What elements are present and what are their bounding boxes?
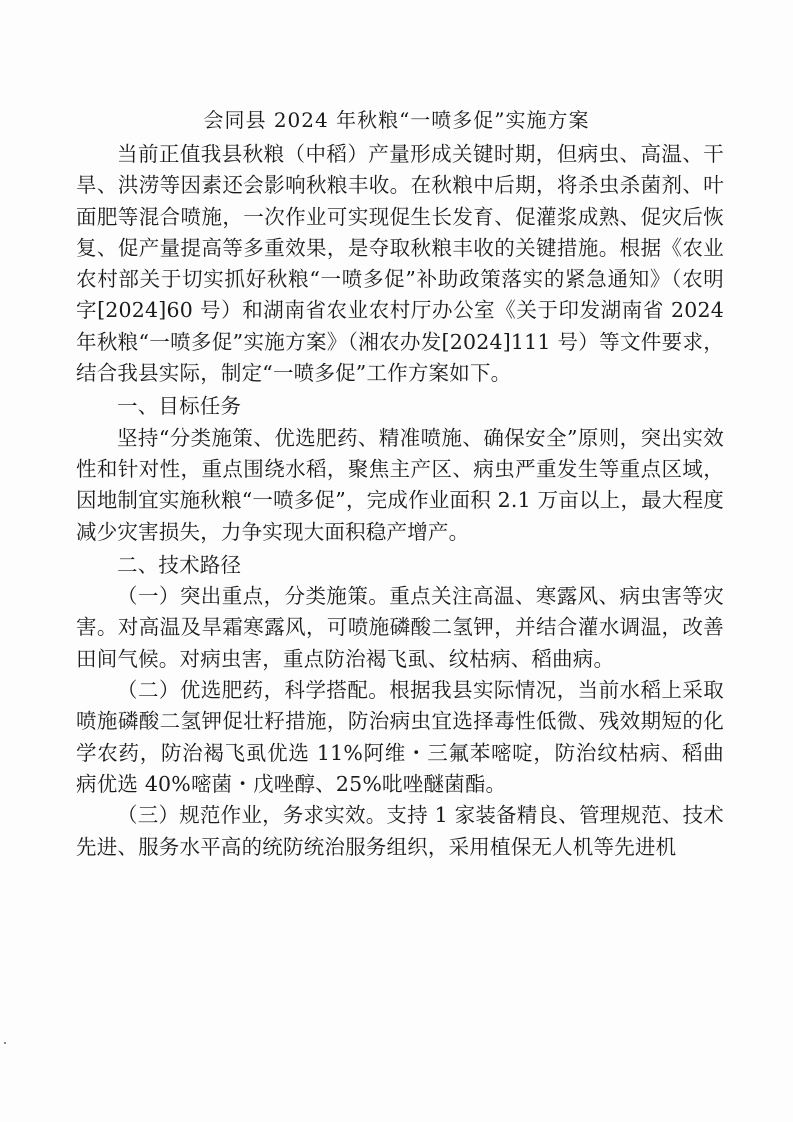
document-body [76, 139, 724, 863]
section-heading-tech: 二、技术路径 [117, 552, 242, 577]
tech-item-2: （二）优选肥药，科学搭配。根据我县实际情况，当前水稻上采取喷施磷酸二氢钾促壮籽措施，防治病虫宜选择毒性低微、残效期短的化学农药，防治褐飞虱优选 11%阿维・三氟苯嘧啶，防治纹枯病、稻曲病优选 40%嘧菌・戊唑醇、25%吡唑醚菌酯。 [76, 678, 724, 796]
goals-paragraph: 坚持“分类施策、优选肥药、精准喷施、确保安全”原则，突出实效性和针对性，重点围绕水稻，聚焦主产区、病虫严重发生等重点区域，因地制宜实施秋粮“一喷多促”，完成作业面积 2.1 万亩以上，最大程度减少灾害损失，力争实现大面积稳产增产。 [76, 425, 724, 544]
document-title: 会同县 2024 年秋粮“一喷多促”实施方案 [203, 108, 590, 132]
scan-mark [4, 1042, 6, 1044]
section-heading-goals: 一、目标任务 [117, 394, 242, 419]
intro-paragraph: 当前正值我县秋粮（中稻）产量形成关键时期，但病虫、高温、干旱、洪涝等因素还会影响秋粮丰收。在秋粮中后期，将杀虫杀菌剂、叶面肥等混合喷施，一次作业可实现促生长发育、促灌浆成熟、促灾后恢复、促产量提高等多重效果，是夺取秋粮丰收的关键措施。根据《农业农村部关于切实抓好秋粮“一喷多促”补助政策落实的紧急通知》（农明字[2024]60 号）和湖南省农业农村厅办公室《关于印发湖南省 2024 年秋粮“一喷多促”实施方案》（湘农办发[2024]111 号）等文件要求，结合我县实际，制定“一喷多促”工作方案如下。 [76, 142, 724, 386]
tech-item-3: （三）规范作业，务求实效。支持 1 家装备精良、管理规范、技术先进、服务水平高的统防统治服务组织，采用植保无人机等先进机 [76, 803, 724, 859]
tech-item-1: （一）突出重点，分类施策。重点关注高温、寒露风、病虫害等灾害。对高温及旱霜寒露风，可喷施磷酸二氢钾，并结合灌水调温，改善田间气候。对病虫害，重点防治褐飞虱、纹枯病、稻曲病。 [76, 584, 724, 671]
